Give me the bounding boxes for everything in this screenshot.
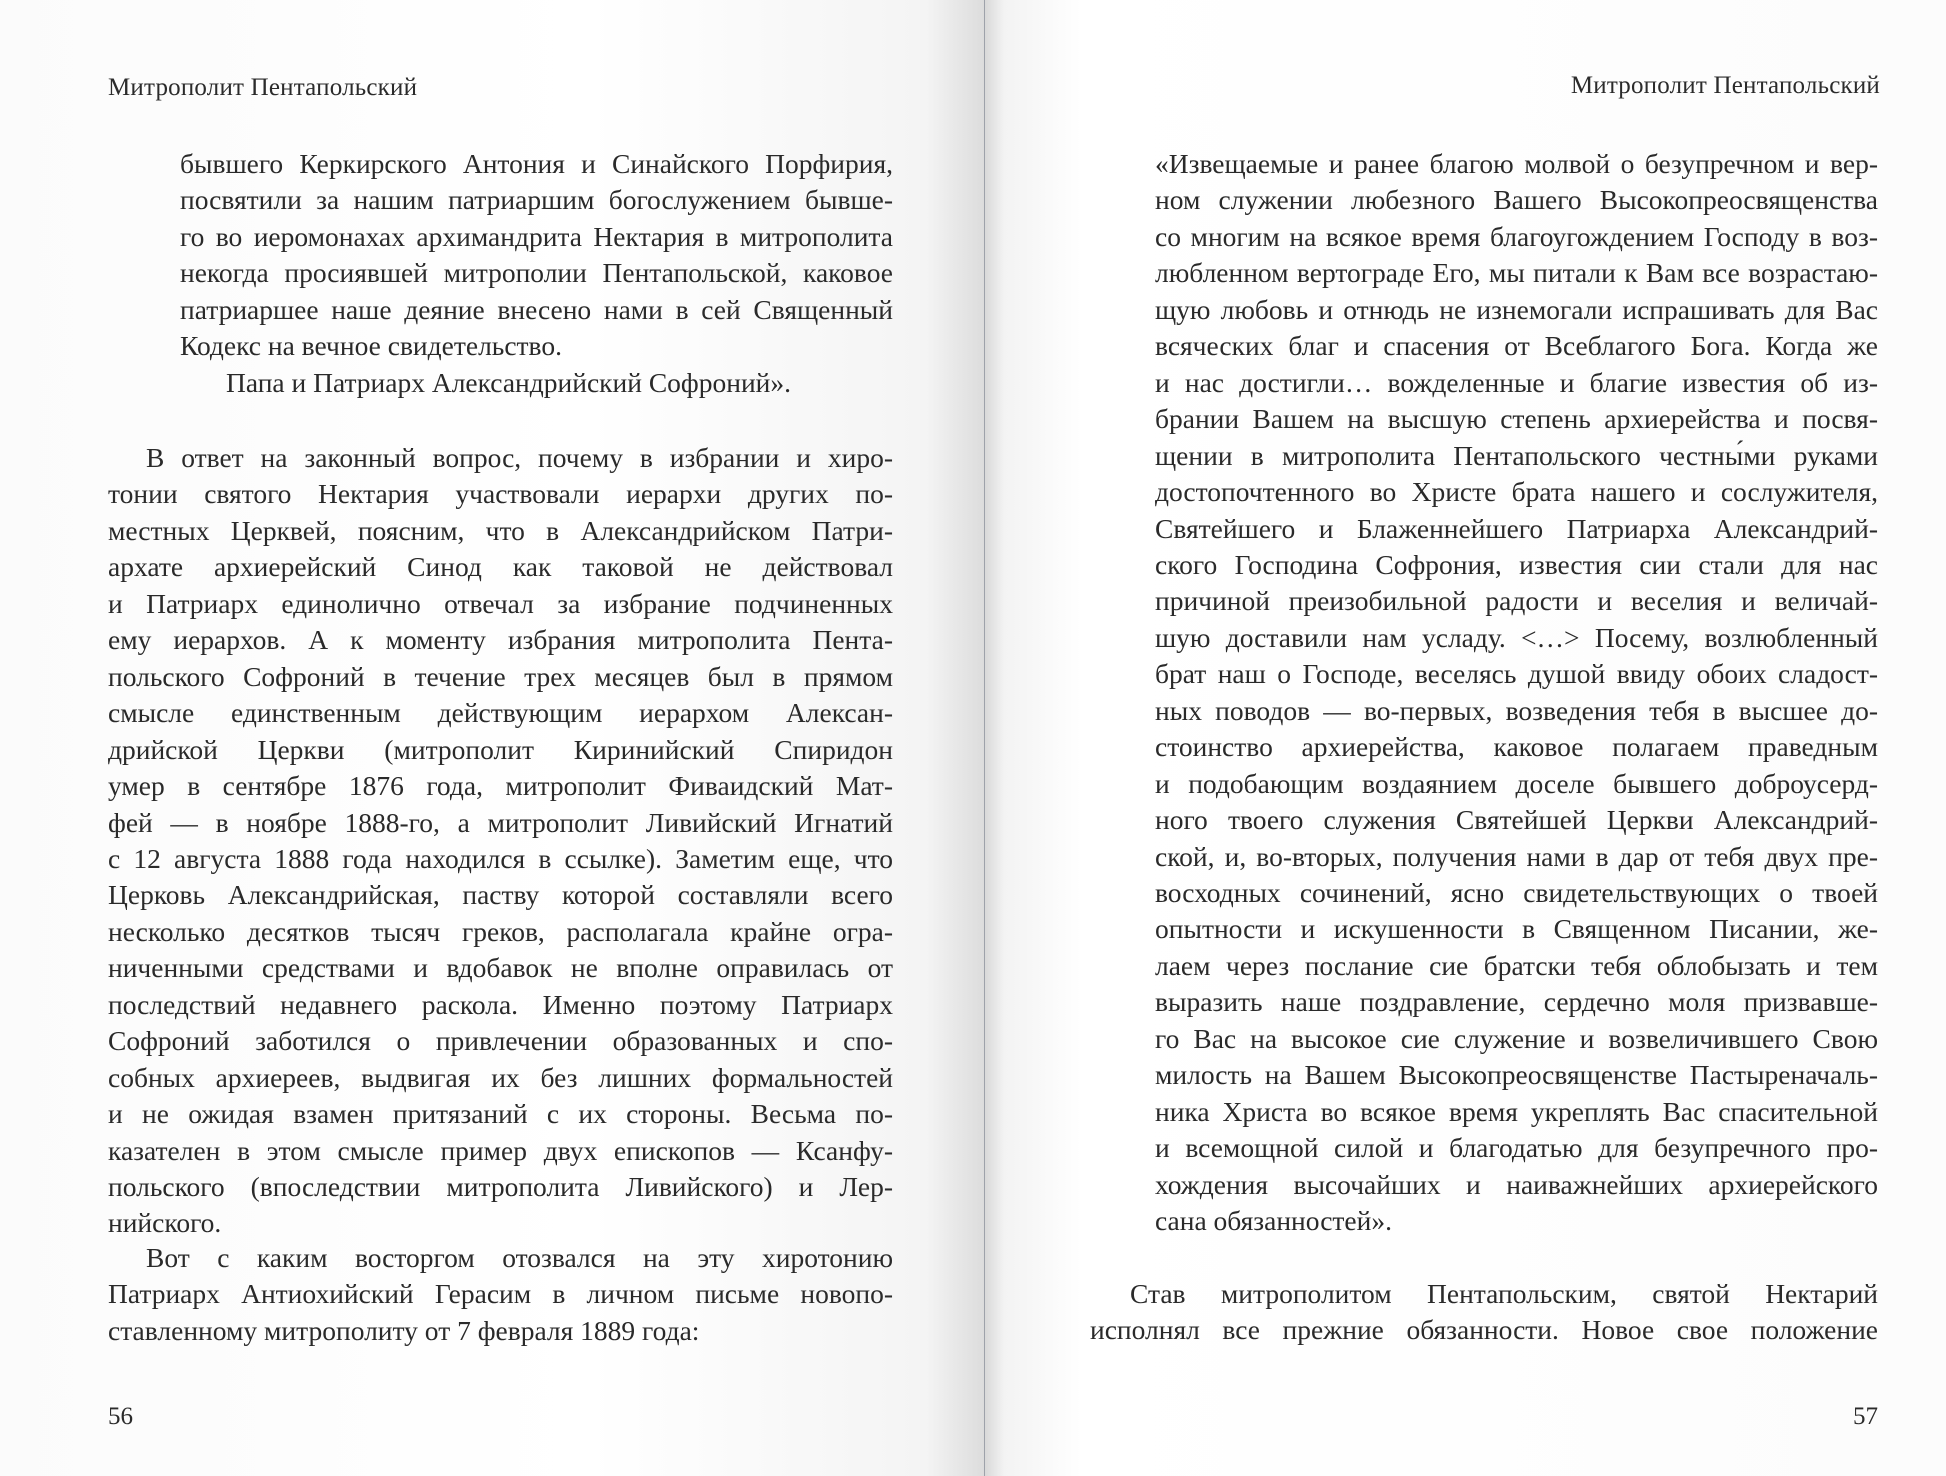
quote-continuation-line: некогда просиявшей митрополии Пентапольской, каковое [180,257,893,289]
signature-line: Папа и Патриарх Александрийский Софроний». [226,367,792,398]
quote-continuation-line: го во иеромонахах архимандрита Нектария в митрополита [180,220,893,252]
quote-line: «Извещаемые и ранее благою молвой о безупречном и вер- [1155,148,1878,179]
paragraph-line: ставленному митрополиту от 7 февраля 1889 года: [108,1314,700,1346]
quote-line: ных поводов — во-первых, возведения тебя в высшее до- [1155,694,1878,726]
running-head: Митрополит Пентапольский [1570,72,1880,99]
paragraph-line: Софроний заботился о привлечении образованных и спо- [108,1025,893,1057]
paragraph-line: исполнял все прежние обязанности. Новое свое положение [1090,1314,1878,1346]
paragraph-line: умер в сентябре 1876 года, митрополит Фиваидский Мат- [108,770,893,802]
paragraph-line: и Патриарх единолично отвечал за избрание подчиненных [108,587,893,619]
quote-line: ника Христа во всякое время укреплять Вас спасительной [1155,1095,1878,1127]
quote-continuation-line: посвятили за нашим патриаршим богослужением бывше- [180,184,893,216]
paragraph-line: ниченными средствами и вдобавок не вполне оправилась от [108,952,893,984]
quote-line: го Вас на высокое сие служение и возвеличившего Свою [1155,1022,1878,1054]
quote-line: ской, и, во-вторых, получения нами в дар от тебя двух пре- [1155,840,1878,872]
paragraph-line: нийского. [108,1207,222,1239]
running-head: Митрополит Пентапольский [108,74,418,101]
quote-line: щую любовь и отнюдь не изнемогали испрашивать для Вас [1155,293,1878,325]
quote-line: и всемощной силой и благодатью для безупречного про- [1155,1132,1878,1164]
paragraph-line: Патриарх Антиохийский Герасим в личном письме новопо- [108,1278,893,1310]
paragraph-line: польского Софроний в течение трех месяцев был в прямом [108,660,893,692]
paragraph-line: ему иерархов. А к моменту избрания митрополита Пента- [108,624,893,656]
paragraph-line: архате архиерейский Синод как таковой не действовал [108,551,893,583]
quote-line: щении в митрополита Пентапольского честны́ми руками [1155,439,1878,471]
quote-line: Святейшего и Блаженнейшего Патриарха Александрий- [1155,512,1878,544]
paragraph-line: смысле единственным действующим иерархом Алексан- [108,697,893,729]
quote-line: всяческих благ и спасения от Всеблагого Бога. Когда же [1155,330,1878,362]
quote-line: ского Господина Софрония, известия сии стали для нас [1155,548,1878,580]
paragraph-line: фей — в ноябре 1888-го, а митрополит Ливийский Игнатий [108,806,893,838]
quote-continuation-line: патриаршее наше деяние внесено нами в сей Священный [180,293,893,325]
quote-line: восходных сочинений, ясно свидетельствующих о твоей [1155,877,1878,908]
quote-line: опытности и искушенности в Священном Писании, же- [1155,913,1878,945]
paragraph-line: тонии святого Нектария участвовали иерархи других по- [108,478,893,510]
quote-line: стоинство архиерейства, каковое полагаем праведным [1155,731,1878,763]
quote-line: брат наш о Господе, веселясь душой ввиду обоих сладост- [1155,658,1878,690]
page-number: 56 [108,1403,133,1430]
quote-line: ного твоего служения Святейшей Церкви Александрий- [1155,804,1878,836]
quote-line: причиной преизобильной радости и веселия и величай- [1155,585,1878,617]
quote-line: хождения высочайших и наиважнейших архиерейского [1155,1168,1878,1200]
quote-line: и подобающим воздаянием доселе бывшего доброусерд- [1155,767,1878,799]
quote-line: со многим на всякое время благоугождением Господу в воз- [1155,220,1878,252]
page-number: 57 [1853,1403,1878,1430]
paragraph-line: Церковь Александрийская, паству которой составляли всего [108,879,893,911]
paragraph-line: несколько десятков тысяч греков, располагала крайне огра- [108,915,893,947]
quote-line: и нас достигли… вожделенные и благие известия об из- [1155,366,1878,398]
paragraph-line: В ответ на законный вопрос, почему в избрании и хиро- [146,442,893,473]
quote-line: брании Вашем на высшую степень архиерейства и посвя- [1155,403,1878,435]
quote-line: выразить наше поздравление, сердечно моля призвавше- [1155,986,1878,1018]
quote-continuation-line: бывшего Керкирского Антония и Синайского Порфирия, [180,148,893,179]
paragraph-line: дрийской Церкви (митрополит Киринийский Спиридон [108,733,893,765]
paragraph-line: и не ожидая взамен притязаний с их стороны. Весьма по- [108,1098,893,1130]
paragraph-line: Вот с каким восторгом отозвался на эту хиротонию [146,1242,893,1273]
quote-continuation-line: Кодекс на вечное свидетельство. [180,330,562,361]
quote-line: ном служении любезного Вашего Высокопреосвященства [1155,184,1878,216]
paragraph-line: Став митрополитом Пентапольским, святой Нектарий [1130,1278,1878,1309]
paragraph-line: последствий недавнего раскола. Именно поэтому Патриарх [108,988,893,1020]
paragraph-line: казателен в этом смысле пример двух епископов — Ксанфу- [108,1134,893,1166]
paragraph-line: польского (впоследствии митрополита Ливийского) и Лер- [108,1171,893,1202]
quote-line: сана обязанностей». [1155,1205,1392,1237]
right-page [985,0,1946,1476]
quote-line: лаем через послание сие братски тебя облобызать и тем [1155,949,1878,981]
quote-line: милость на Вашем Высокопреосвященстве Пастыреначаль- [1155,1059,1878,1091]
quote-line: любленном вертограде Его, мы питали к Вам все возрастаю- [1155,257,1878,289]
quote-line: шую доставили нам усладу. <…> Посему, возлюбленный [1155,621,1878,653]
paragraph-line: собных архиереев, выдвигая их без лишних формальностей [108,1061,893,1093]
paragraph-line: с 12 августа 1888 года находился в ссылке). Заметим еще, что [108,842,893,874]
paragraph-line: местных Церквей, поясним, что в Александрийском Патри- [108,514,893,546]
quote-line: достопочтенного во Христе брата нашего и сослужителя, [1155,476,1878,508]
